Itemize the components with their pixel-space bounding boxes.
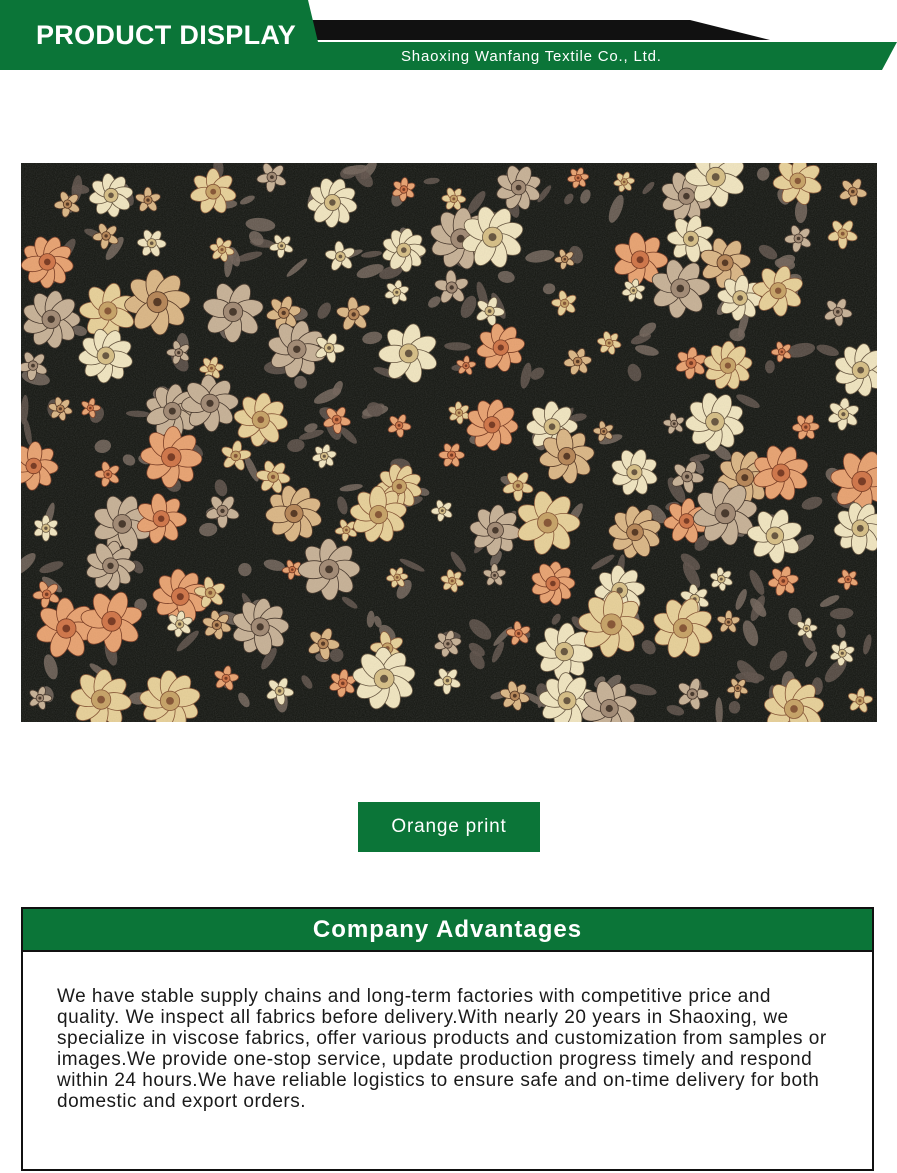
company-advantages-header	[23, 909, 872, 952]
product-fabric-image	[21, 163, 877, 722]
product-caption-label: Orange print	[358, 802, 540, 852]
fabric-flower	[298, 538, 360, 600]
floral-pattern	[21, 163, 877, 722]
product-display-banner	[0, 0, 897, 72]
company-advantages-text: We have stable supply chains and long-term factories with competitive price and quality. We inspect all fabrics before delivery.With nearly 20 years in Shaoxing, we specialize in viscose fabrics, offer various products and customization from samples or images.We provide one-stop service, update production progress timely and respond within 24 hours.We have reliable logistics to ensure safe and on-time delivery for both domestic and export orders.	[57, 986, 827, 1112]
banner-title: PRODUCT DISPLAY	[36, 20, 297, 50]
company-advantages-title: Company Advantages	[312, 915, 583, 943]
company-advantages-panel	[21, 907, 874, 1171]
company-name: Shaoxing Wanfang Textile Co., Ltd.	[401, 48, 662, 65]
